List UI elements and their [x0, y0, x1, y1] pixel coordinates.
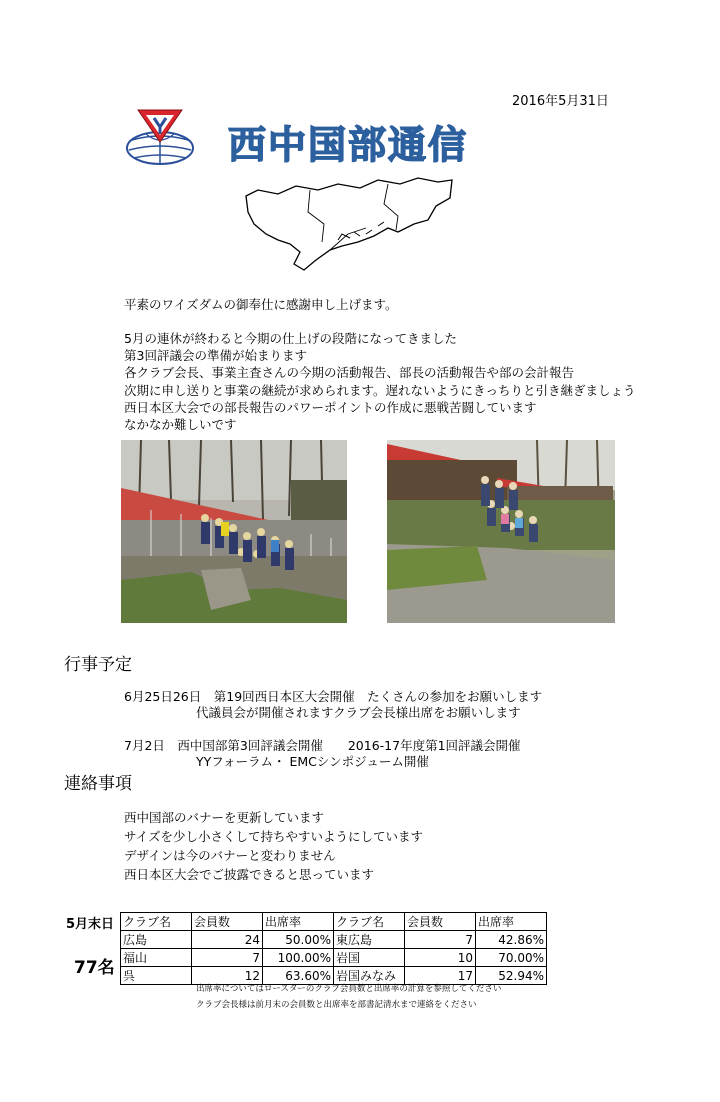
message-line: 5月の連休が終わると今期の仕上げの段階になってきました — [124, 331, 457, 346]
attendance-rate: 50.00% — [263, 931, 334, 949]
footnote-attendance: 出席率についてはロースターのクラブ会員数と出席率の計算を参照してください — [196, 984, 502, 994]
member-count: 12 — [192, 967, 263, 985]
attendance-rate: 52.94% — [476, 967, 547, 985]
issue-date: 2016年5月31日 — [512, 94, 609, 109]
column-header: 会員数 — [192, 913, 263, 931]
group-photo-left — [121, 440, 347, 623]
member-count: 10 — [405, 949, 476, 967]
member-count: 24 — [192, 931, 263, 949]
notice-line: 西日本区大会でご披露できると思っています — [124, 867, 375, 882]
member-count: 17 — [405, 967, 476, 985]
events-heading: 行事予定 — [64, 655, 132, 675]
notices-heading: 連絡事項 — [64, 774, 132, 794]
total-members: 77名 — [74, 958, 115, 978]
column-header: 会員数 — [405, 913, 476, 931]
club-name: 東広島 — [334, 931, 405, 949]
column-header: クラブ名 — [121, 913, 192, 931]
event-2-line-1: 7月2日 西中国部第3回評議会開催 2016-17年度第1回評議会開催 — [124, 738, 521, 753]
member-count: 7 — [405, 931, 476, 949]
footnote-reporting: クラブ会長様は前月末の会員数と出席率を部書記清水まで連絡をください — [196, 1000, 477, 1010]
group-photo-right — [387, 440, 615, 623]
notice-line: デザインは今のバナーと変わりません — [124, 848, 336, 863]
notice-line: サイズを少し小さくして持ちやすいようにしています — [124, 829, 424, 844]
attendance-rate: 42.86% — [476, 931, 547, 949]
message-line: 次期に申し送りと事業の継続が求められます。遅れないようにきっちりと引き継ぎましょう — [124, 382, 636, 398]
attendance-rate: 63.60% — [263, 967, 334, 985]
message-body — [124, 330, 636, 433]
club-name: 岩国 — [334, 949, 405, 967]
message-line: 西日本区大会での部長報告のパワーポイントの作成に悪戦苦闘しています — [124, 399, 537, 415]
ys-men-logo — [124, 106, 196, 168]
event-2-line-2: YYフォーラム・ EMCシンポジューム開催 — [196, 754, 429, 769]
message-line: 各クラブ会長、事業主査さんの今期の活動報告、部長の活動報告や部の会計報告 — [124, 365, 575, 381]
member-count: 7 — [192, 949, 263, 967]
table-header-row — [121, 913, 547, 931]
region-map — [238, 176, 468, 276]
club-name: 岩国みなみ — [334, 967, 405, 985]
club-name: 福山 — [121, 949, 192, 967]
message-line: 第3回評議会の準備が始まります — [124, 348, 307, 364]
notices-body — [124, 808, 423, 884]
club-name: 広島 — [121, 931, 192, 949]
event-1-line-1: 6月25日26日 第19回西日本区大会開催 たくさんの参加をお願いします — [124, 689, 543, 704]
newsletter-title: 西中国部通信 — [228, 123, 469, 167]
message-line: なかなか難しいです — [124, 417, 237, 433]
event-1-line-2: 代議員会が開催されますクラブ会長様出席をお願いします — [196, 705, 521, 720]
greeting: 平素のワイズダムの御奉仕に感謝申し上げます。 — [124, 297, 398, 312]
club-name: 呉 — [121, 967, 192, 985]
club-stats-table — [120, 912, 547, 985]
table-row — [121, 949, 547, 967]
notice-line: 西中国部のバナーを更新しています — [124, 810, 325, 825]
table-row — [121, 931, 547, 949]
month-end-label: 5月末日 — [66, 917, 115, 932]
column-header: クラブ名 — [334, 913, 405, 931]
attendance-rate: 100.00% — [263, 949, 334, 967]
column-header: 出席率 — [476, 913, 547, 931]
attendance-rate: 70.00% — [476, 949, 547, 967]
column-header: 出席率 — [263, 913, 334, 931]
